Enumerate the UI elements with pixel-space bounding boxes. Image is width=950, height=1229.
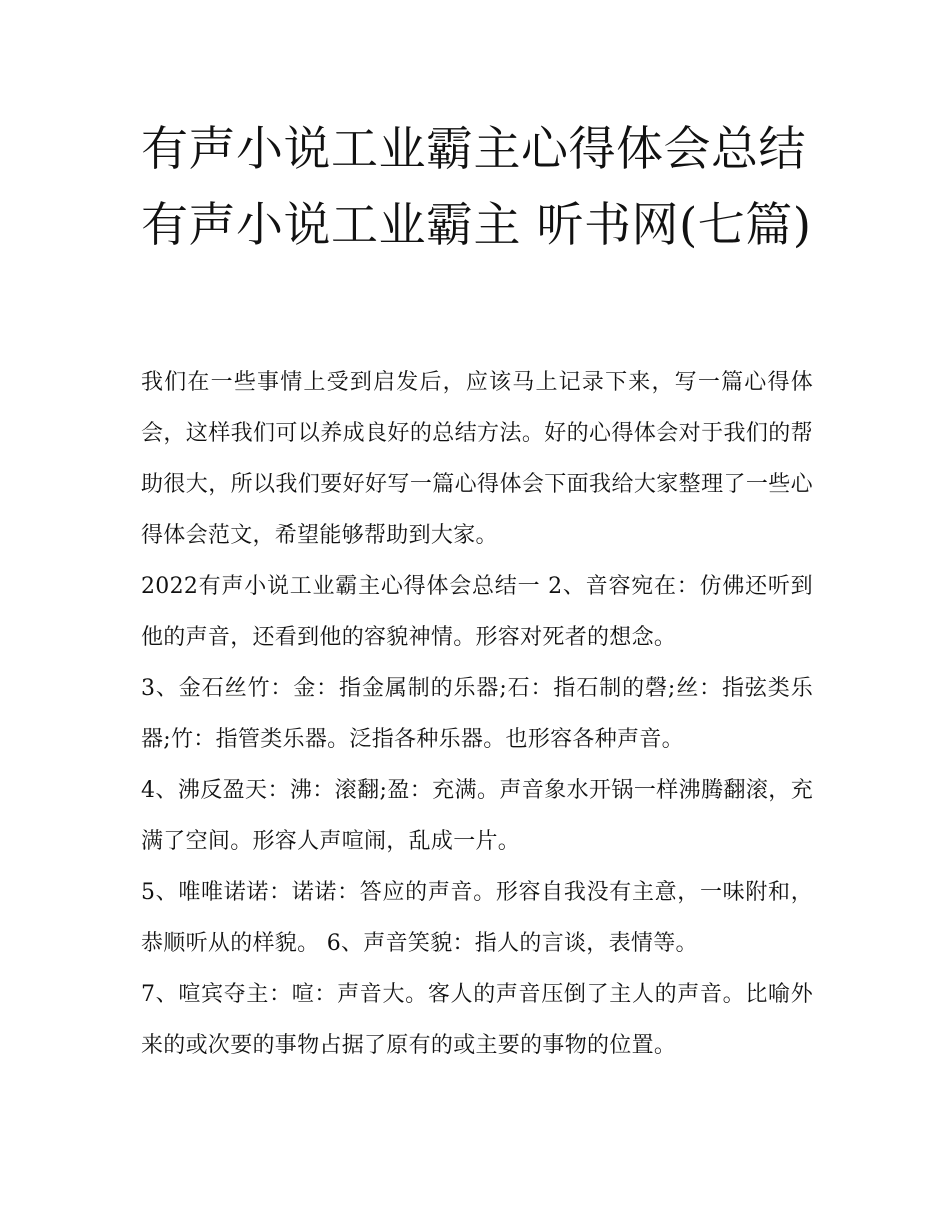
document-body xyxy=(141,357,813,1071)
paragraph-item-4: 4、沸反盈天：沸：滚翻;盈：充满。声音象水开锅一样沸腾翻滚，充满了空间。形容人声喧闹，乱成一片。 xyxy=(141,778,813,854)
paragraph-item-7: 7、喧宾夺主：喧：声音大。客人的声音压倒了主人的声音。比喻外来的或次要的事物占据了原有的或主要的事物的位置。 xyxy=(141,982,813,1058)
paragraph-summary-one: 2022有声小说工业霸主心得体会总结一 2、音容宛在：仿佛还听到他的声音，还看到他的容貌神情。形容对死者的想念。 xyxy=(141,574,813,650)
paragraph-item-5-6: 5、唯唯诺诺：诺诺：答应的声音。形容自我没有主意，一味附和，恭顺听从的样貌。 6、声音笑貌：指人的言谈，表情等。 xyxy=(141,880,813,956)
intro-paragraph: 我们在一些事情上受到启发后，应该马上记录下来，写一篇心得体会，这样我们可以养成良好的总结方法。好的心得体会对于我们的帮助很大，所以我们要好好写一篇心得体会下面我给大家整理了一些心得体会范文，希望能够帮助到大家。 xyxy=(141,370,813,548)
paragraph-item-3: 3、金石丝竹：金：指金属制的乐器;石：指石制的磬;丝：指弦类乐器;竹：指管类乐器。泛指各种乐器。也形容各种声音。 xyxy=(141,676,813,752)
document-title: 有声小说工业霸主心得体会总结 有声小说工业霸主 听书网(七篇) xyxy=(141,122,812,253)
